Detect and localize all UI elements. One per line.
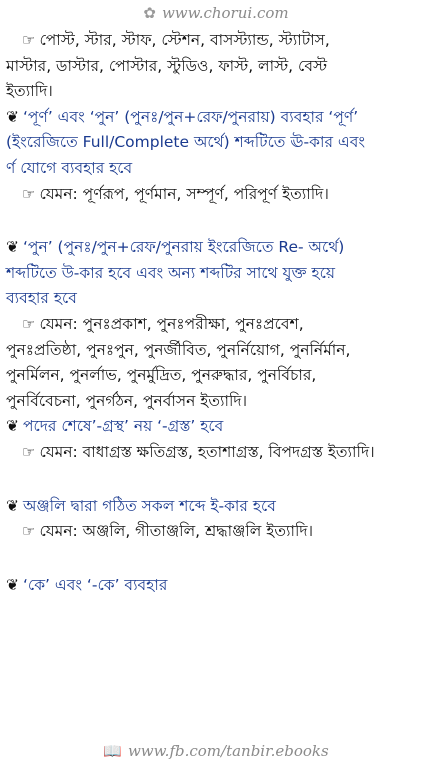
- watermark-top-text: www.chorui.com: [161, 4, 289, 22]
- rule2-example-2: পুনঃপ্রতিষ্ঠা, পুনঃপুন, পুনর্জীবিত, পুনর্নিয়োগ, পুনর্নির্মান,: [6, 340, 351, 359]
- rule-marker-icon: ❦: [6, 575, 19, 594]
- rule1-line-2: (ইংরেজিতে Full/Complete অর্থে) শব্দটিতে ঊ-কার এবং: [6, 133, 365, 152]
- rule2-line-3: ব্যবহার হবে: [6, 289, 77, 308]
- section-gap: [6, 466, 430, 494]
- rule3-example: ☞ যেমন: বাধাগ্রস্ত ক্ষতিগ্রস্ত, হতাশাগ্রস্ত, বিপদগ্রস্ত ইত্যাদি।: [22, 442, 375, 461]
- page-content: [6, 28, 430, 598]
- pointing-hand-icon: ☞: [22, 31, 36, 49]
- rule2-line-2: শব্দটিতে উ-কার হবে এবং অন্য শব্দটির সাথে যুক্ত হয়ে: [6, 263, 335, 282]
- pointing-hand-icon: ☞: [22, 314, 36, 333]
- section-gap: [6, 207, 430, 235]
- rule2-example-3: পুনর্মিলন, পুনর্লাভ, পুনর্মুদ্রিত, পুনরুদ্ধার, পুনর্বিচার,: [6, 366, 317, 385]
- book-logo-icon: 📖: [103, 742, 122, 760]
- pointing-hand-icon: ☞: [22, 442, 36, 461]
- rule4-line-1: ❦ অঞ্জলি দ্বারা গঠিত সকল শব্দে ই-কার হবে: [6, 496, 276, 515]
- rule2-example-4: পুনর্বিবেচনা, পুনর্গঠন, পুনর্বাসন ইত্যাদি।: [6, 391, 248, 410]
- intro-line-3: ইত্যাদি।: [6, 82, 53, 101]
- rule2-example-1: ☞ যেমন: পুনঃপ্রকাশ, পুনঃপরীক্ষা, পুনঃপ্রবেশ,: [22, 314, 304, 333]
- rule5-line-1: ❦ ‘কে’ এবং ‘-কে’ ব্যবহার: [6, 575, 168, 594]
- rule-marker-icon: ❦: [6, 107, 19, 126]
- watermark-bottom: [0, 742, 432, 760]
- rule-marker-icon: ❦: [6, 238, 19, 257]
- rule-marker-icon: ❦: [6, 496, 19, 515]
- watermark-top: [0, 4, 432, 22]
- rule1-line-1: ❦ ‘পূর্ণ’ এবং ‘পুন’ (পুনঃ/পুন+রেফ/পুনরায়) ব্যবহার ‘পূর্ণ’: [6, 107, 359, 126]
- rule2-line-1: ❦ ‘পুন’ (পুনঃ/পুন+রেফ/পুনরায় ইংরেজিতে Re- অর্থে): [6, 238, 345, 257]
- section-gap: [6, 545, 430, 573]
- watermark-bottom-text: www.fb.com/tanbir.ebooks: [127, 742, 329, 760]
- flower-logo-icon: ✿: [143, 4, 156, 22]
- rule3-line-1: ❦ পদের শেষে’-গ্রস্থ’ নয় ‘-গ্রস্ত’ হবে: [6, 417, 224, 436]
- intro-line-2: মাস্টার, ডাস্টার, পোস্টার, স্টুডিও, ফাস্ট, লাস্ট, বেস্ট: [6, 56, 328, 75]
- pointing-hand-icon: ☞: [22, 184, 36, 203]
- rule1-line-3: র্ণ যোগে ব্যবহার হবে: [6, 158, 133, 177]
- rule-marker-icon: ❦: [6, 417, 19, 436]
- intro-line-1: ☞ পোস্ট, স্টার, স্টাফ, স্টেশন, বাসস্ট্যান্ড, স্ট্যাটাস,: [22, 31, 330, 49]
- rule4-example: ☞ যেমন: অঞ্জলি, গীতাঞ্জলি, শ্রদ্ধাঞ্জলি ইত্যাদি।: [22, 522, 314, 541]
- pointing-hand-icon: ☞: [22, 522, 36, 541]
- rule1-example: ☞ যেমন: পূর্ণরূপ, পূর্ণমান, সম্পূর্ণ, পরিপূর্ণ ইত্যাদি।: [22, 184, 329, 203]
